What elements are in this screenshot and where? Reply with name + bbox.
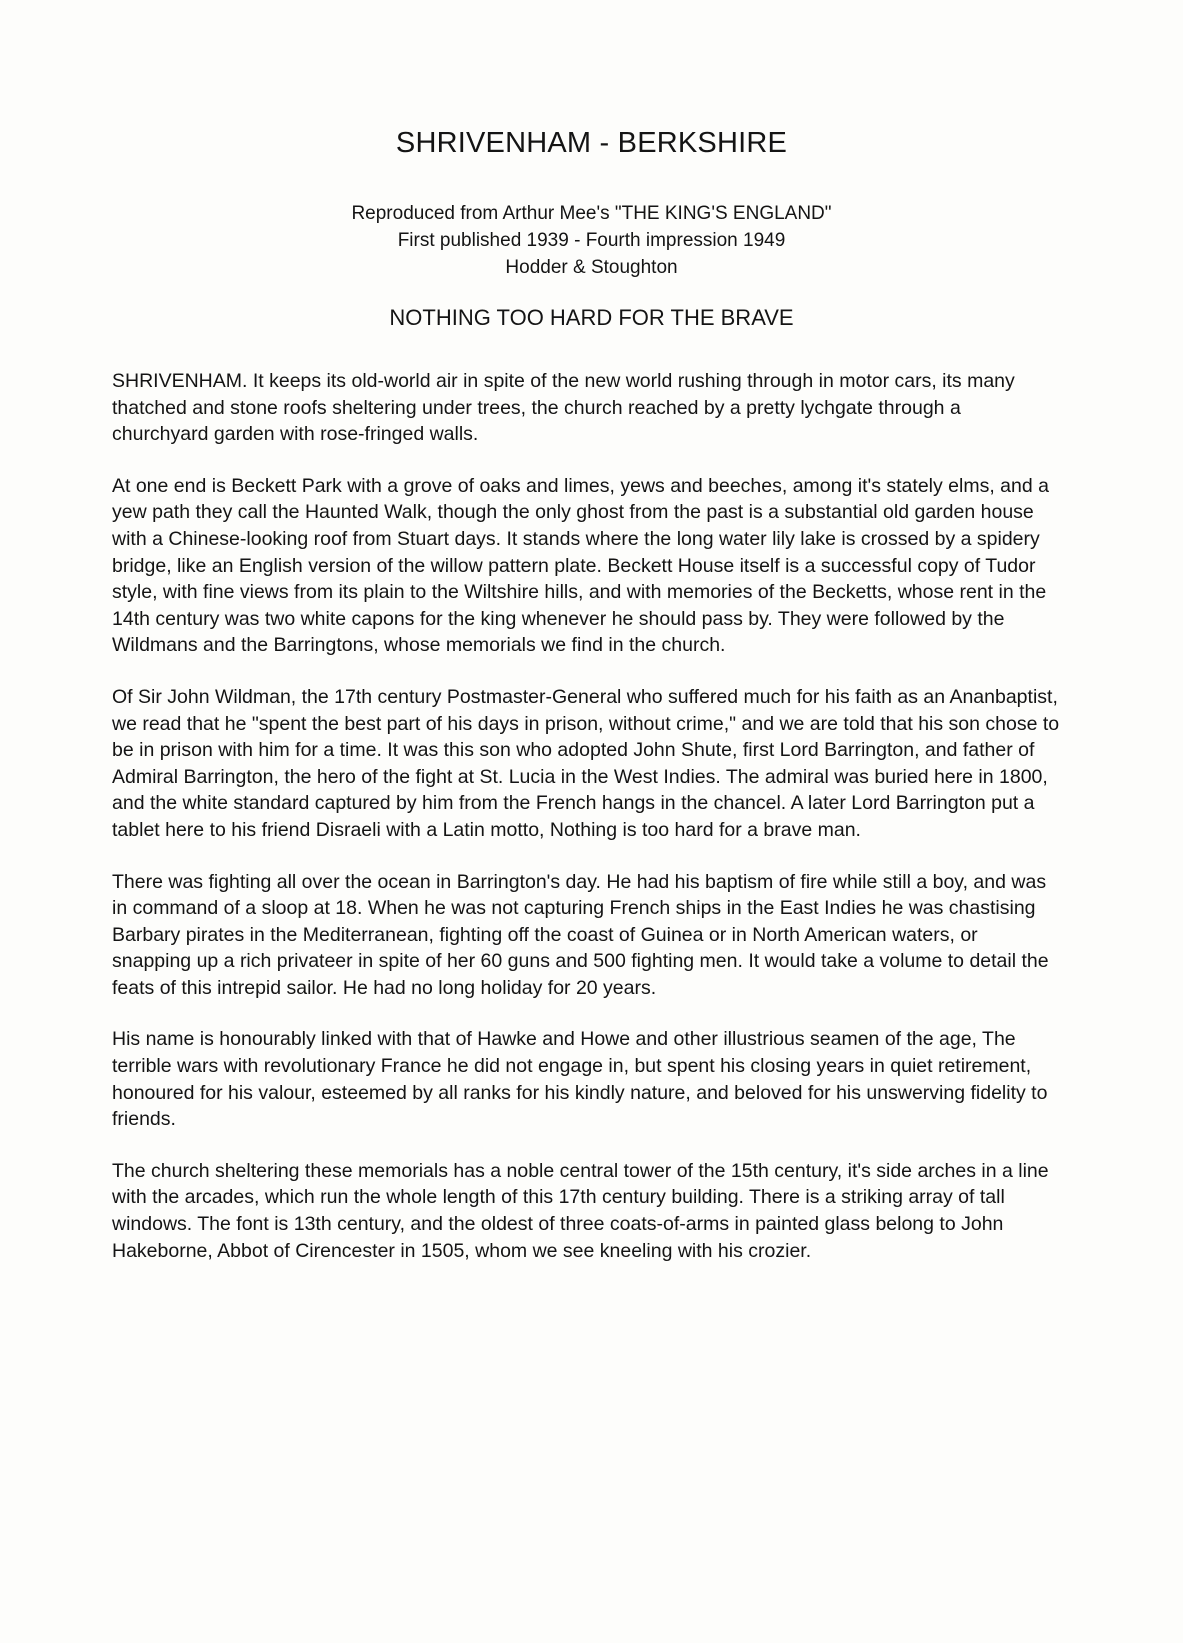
paragraph-1: SHRIVENHAM. It keeps its old-world air in spite of the new world rushing through in motor cars, its many thatched and stone roofs sheltering under trees, the church reached by a pretty lychgate through a churchyard garden with rose-fringed walls. [112, 370, 1015, 446]
paragraph-2: At one end is Beckett Park with a grove of oaks and limes, yews and beeches, among it's stately elms, and a yew path they call the Haunted Walk, though the only ghost from the past is a substantial old garden house with a Chinese-looking roof from Stuart days. It stands where the long water lily lake is crossed by a spidery bridge, like an English version of the willow pattern plate. Beckett House itself is a successful copy of Tudor style, with fine views from its plain to the Wiltshire hills, and with memories of the Becketts, whose rent in the 14th century was two white capons for the king whenever he should pass by. They were followed by the Wildmans and the Barringtons, whose memorials we find in the church. [112, 474, 1049, 657]
source-citation [0, 200, 1183, 281]
source-line-3: Hodder & Stoughton [505, 257, 678, 278]
paragraph-5: His name is honourably linked with that of Hawke and Howe and other illustrious seamen of the age, The terrible wars with revolutionary France he did not engage in, but spent his closing years in quiet retirement, honoured for his valour, esteemed by all ranks for his kindly nature, and beloved for his unswerving fidelity to friends. [112, 1028, 1048, 1131]
paragraph-6: The church sheltering these memorials has a noble central tower of the 15th century, it's side arches in a line with the arcades, which run the whole length of this 17th century building. There is a striking array of tall windows. The font is 13th century, and the oldest of three coats-of-arms in painted glass belong to John Hakeborne, Abbot of Cirencester in 1505, whom we see kneeling with his crozier. [112, 1159, 1049, 1262]
paragraph-4: There was fighting all over the ocean in Barrington's day. He had his baptism of fire while still a boy, and was in command of a sloop at 18. When he was not capturing French ships in the East Indies he was chastising Barbary pirates in the Mediterranean, fighting off the coast of Guinea or in North American waters, or snapping up a rich privateer in spite of her 60 guns and 500 fighting men. It would take a volume to detail the feats of this intrepid sailor. He had no long holiday for 20 years. [112, 870, 1049, 999]
body-text [112, 368, 1062, 1289]
source-line-2: First published 1939 - Fourth impression 1949 [397, 230, 786, 251]
document-title: SHRIVENHAM - BERKSHIRE [395, 127, 788, 159]
section-heading: NOTHING TOO HARD FOR THE BRAVE [389, 305, 794, 330]
source-line-1: Reproduced from Arthur Mee's "THE KING'S ENGLAND" [351, 203, 832, 224]
paragraph-3: Of Sir John Wildman, the 17th century Postmaster-General who suffered much for his faith as an Ananbaptist, we read that he "spent the best part of his days in prison, without crime," and we are told that his son chose to be in prison with him for a time. It was this son who adopted John Shute, first Lord Barrington, and father of Admiral Barrington, the hero of the fight at St. Lucia in the West Indies. The admiral was buried here in 1800, and the white standard captured by him from the French hangs in the chancel. A later Lord Barrington put a tablet here to his friend Disraeli with a Latin motto, Nothing is too hard for a brave man. [112, 685, 1060, 841]
